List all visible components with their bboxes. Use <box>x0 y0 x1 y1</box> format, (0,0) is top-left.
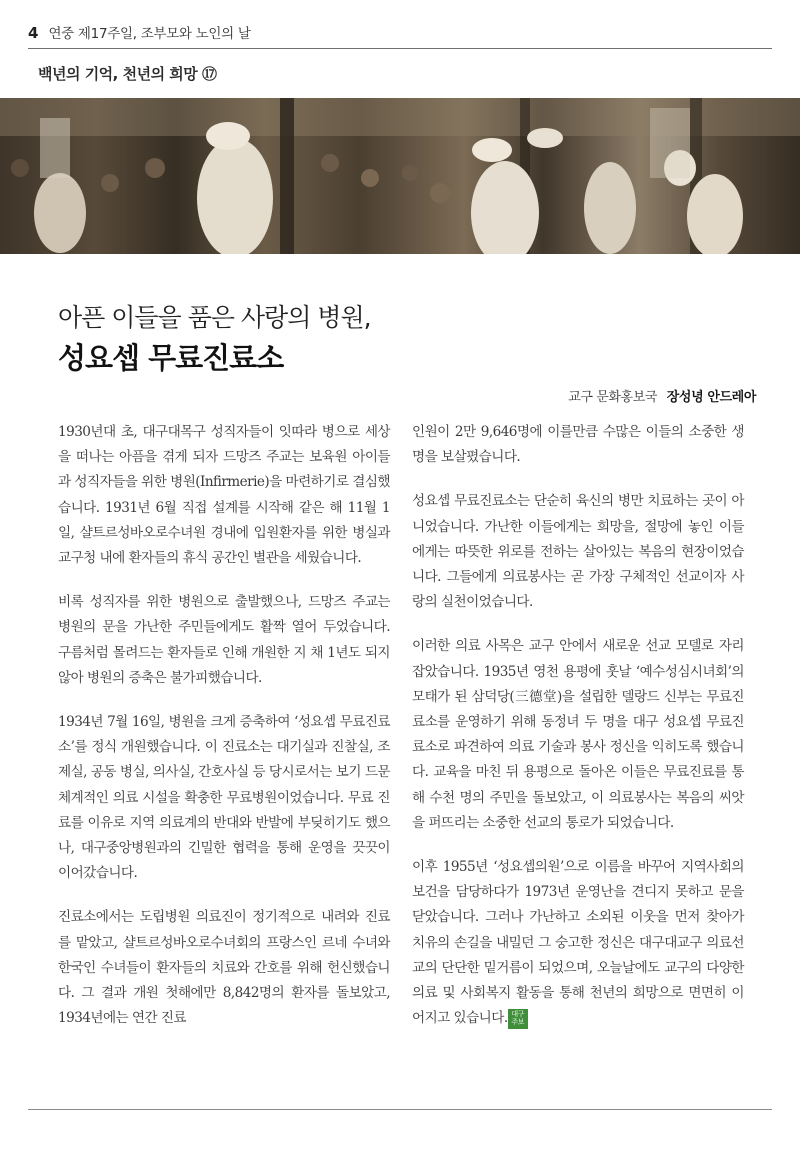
historical-photo <box>0 98 800 254</box>
byline-author: 장성녕 안드레아 <box>666 390 756 405</box>
paragraph-text: 이후 1955년 ‘성요셉의원’으로 이름을 바꾸어 지역사회의 보건을 담당하다가 1973년 운영난을 견디지 못하고 문을 닫았습니다. 그러나 가난하고 소외된 이웃을 먼저 찾아가 치유의 손길을 내밀던 그 숭고한 정신은 대구대교구 의료선교의 단단한 밑거름이 되었으며, 오늘날에도 교구의 다양한 의료 및 사회복지 활동을 통해 천년의 희망으로 면면히 이어지고 있습니다. <box>412 859 744 1027</box>
paragraph: 1934년 7월 16일, 병원을 크게 증축하여 ‘성요셉 무료진료소’를 정식 개원했습니다. 이 진료소는 대기실과 진찰실, 조제실, 공동 병실, 의사실, 간호사실 등 당시로서는 보기 드문 체계적인 의료 시설을 확충한 무료병원이었습니다. 무료 진료를 이유로 지역 의료계의 반대와 반발에 부딪히기도 했으나, 대구중앙병원과의 긴밀한 협력을 통해 운영을 끗끗이 이어갔습니다. <box>58 714 390 882</box>
paragraph: 성요셉 무료진료소는 단순히 육신의 병만 치료하는 곳이 아니었습니다. 가난한 이들에게는 희망을, 절망에 놓인 이들에게는 따뜻한 위로를 전하는 살아있는 복음의 현장이었습니다. 그들에게 의료봉사는 곧 가장 구체적인 선교이자 사랑의 실천이었습니다. <box>412 493 744 611</box>
paragraph: 이러한 의료 사목은 교구 안에서 새로운 선교 모델로 자리 잡았습니다. 1935년 영천 용평에 훗날 ‘예수성심시녀회’의 모태가 된 삼덕당(三德堂)을 설립한 델랑드 신부는 무료진료소를 운영하기 위해 동정녀 두 명을 대구 성요셉 무료진료소로 파견하여 의료 기술과 봉사 정신을 익히도록 했습니다. 교육을 마친 뒤 용평으로 돌아온 이들은 무료진료를 통해 수천 명의 주민을 돌보았고, 이 의료봉사는 복음의 씨앗을 퍼뜨리는 소중한 선교의 통로가 되었습니다. <box>412 638 744 831</box>
left-column <box>58 420 390 1050</box>
header-divider <box>28 48 772 49</box>
end-mark-icon: 대구 주보 <box>508 1009 528 1029</box>
page-header <box>28 22 772 48</box>
paragraph: 1930년대 초, 대구대목구 성직자들이 잇따라 병으로 세상을 떠나는 아픔을 겪게 되자 드망즈 주교는 보육원 아이들과 성직자들을 위한 병원(Infirmerie)을 마련하기로 결심했습니다. 1931년 6월 직접 설계를 시작해 같은 해 11월 1일, 샬트르성바오로수녀원 경내에 입원환자를 위한 병실과 교구청 내에 환자들의 휴식 공간인 별관을 세웠습니다. <box>58 424 390 567</box>
issue-info: 연중 제17주일, 조부모와 노인의 날 <box>48 26 251 42</box>
byline-dept: 교구 문화홍보국 <box>568 390 658 405</box>
paragraph: 진료소에서는 도립병원 의료진이 정기적으로 내려와 진료를 맡았고, 샬트르성바오로수녀회의 프랑스인 르네 수녀와 한국인 수녀들이 환자들의 치료와 간호를 위해 헌신했습니다. 그 결과 개원 첫해에만 8,842명의 환자를 돌보았고, 1934년에는 연간 진료 <box>58 909 390 1027</box>
byline <box>568 386 756 405</box>
photo-illustration <box>0 98 800 254</box>
series-title: 백년의 기억, 천년의 희망 ⑰ <box>38 65 217 83</box>
right-column <box>412 420 744 1050</box>
footer-divider <box>28 1109 772 1110</box>
paragraph: 비록 성직자를 위한 병원으로 출발했으나, 드망즈 주교는 병원의 문을 가난한 주민들에게도 활짝 열어 두었습니다. 구름처럼 몰려드는 환자들로 인해 개원한 지 채 1년도 되지 않아 병원의 증축은 불가피했습니다. <box>58 594 390 686</box>
title-line-1: 아픈 이들을 품은 사랑의 병원, <box>58 303 371 332</box>
title-line-2: 성요셉 무료진료소 <box>58 341 284 375</box>
page-number: 4 <box>28 24 39 42</box>
article-title <box>58 300 371 380</box>
paragraph <box>412 855 744 1031</box>
paragraph: 인원이 2만 9,646명에 이를만큼 수많은 이들의 소중한 생명을 보살폈습니다. <box>412 424 744 466</box>
